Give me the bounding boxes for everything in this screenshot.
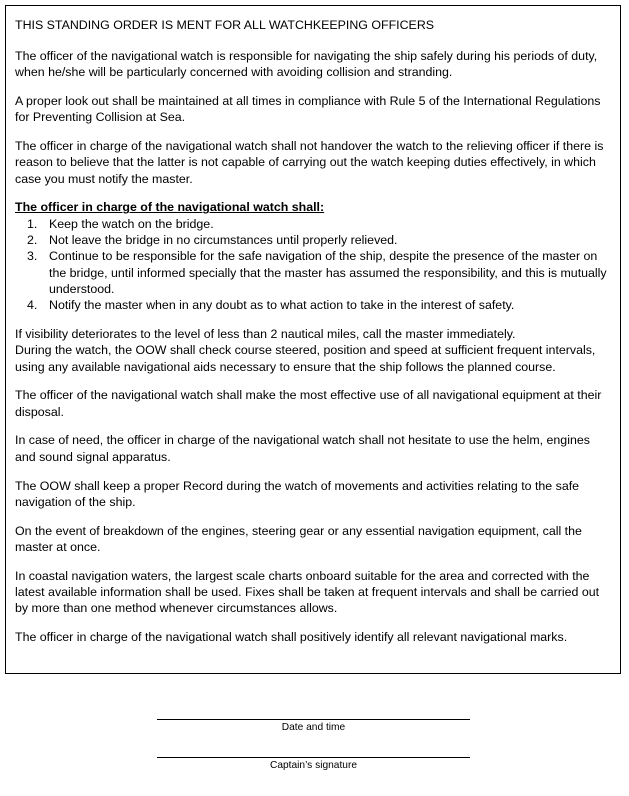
intro-paragraph-lookout: A proper look out shall be maintained at all times in compliance with Rule 5 of the International Regulations for Preventing Collision at Sea. bbox=[15, 93, 601, 125]
visibility-paragraph bbox=[15, 326, 611, 375]
duty-number: 2. bbox=[27, 232, 38, 247]
date-signature-block bbox=[157, 719, 470, 734]
paragraph-equipment: The officer of the navigational watch shall make the most effective use of all navigational equipment at their disposal. bbox=[15, 388, 602, 419]
intro-paragraph-responsibility: The officer of the navigational watch is responsible for navigating the ship safely during his periods of duty, when he/she will be particularly concerned with avoiding collision and stranding. bbox=[15, 48, 598, 80]
visibility-line: If visibility deteriorates to the level of less than 2 nautical miles, call the master immediately. bbox=[15, 326, 516, 341]
captain-signature-line bbox=[157, 757, 470, 758]
standing-order-box bbox=[5, 5, 621, 674]
duty-text: Continue to be responsible for the safe navigation of the ship, despite the presence of the master on the bridge, until informed specially that the master has assumed the responsibility, and this is mutually understood. bbox=[49, 249, 607, 296]
duties-heading: The officer in charge of the navigational watch shall: bbox=[15, 200, 325, 215]
captain-signature-label: Captain’s signature bbox=[269, 760, 358, 771]
paragraph-coastal: In coastal navigation waters, the largest scale charts onboard suitable for the area and corrected with the latest available information shall be used. Fixes shall be taken at frequent intervals and shall be carried out by more than one method whenever circumstances allows. bbox=[15, 568, 600, 616]
duty-text: Keep the watch on the bridge. bbox=[49, 216, 214, 231]
duty-text: Not leave the bridge in no circumstances until properly relieved. bbox=[49, 232, 398, 247]
duty-text: Notify the master when in any doubt as to what action to take in the interest of safety. bbox=[49, 298, 515, 313]
paragraph-breakdown: On the event of breakdown of the engines, steering gear or any essential navigation equipment, call the master at once. bbox=[15, 523, 582, 554]
duty-number: 3. bbox=[27, 249, 38, 264]
duty-item bbox=[15, 297, 611, 313]
date-signature-line bbox=[157, 719, 470, 720]
watch-check-line: During the watch, the OOW shall check course steered, position and speed at sufficient frequent intervals, using any available navigational aids necessary to ensure that the ship follows the planned course. bbox=[15, 343, 596, 374]
duty-item bbox=[15, 248, 611, 297]
duty-number: 1. bbox=[27, 216, 38, 231]
duties-list bbox=[15, 216, 611, 314]
intro-paragraph-handover: The officer in charge of the navigational watch shall not handover the watch to the relieving officer if there is reason to believe that the latter is not capable of carrying out the watch keeping duties effectively, in which case you must notify the master. bbox=[15, 138, 604, 186]
paragraph-record: The OOW shall keep a proper Record during the watch of movements and activities relating to the safe navigation of the ship. bbox=[15, 478, 580, 509]
paragraph-marks: The officer in charge of the navigational watch shall positively identify all relevant navigational marks. bbox=[15, 630, 568, 645]
captain-signature-block bbox=[157, 757, 470, 772]
order-title: THIS STANDING ORDER IS MENT FOR ALL WATCHKEEPING OFFICERS bbox=[15, 18, 435, 32]
duty-number: 4. bbox=[27, 298, 38, 313]
duty-item bbox=[15, 216, 611, 232]
duty-item bbox=[15, 232, 611, 248]
date-label: Date and time bbox=[281, 722, 346, 733]
paragraph-helm: In case of need, the officer in charge of the navigational watch shall not hesitate to use the helm, engines and sound signal apparatus. bbox=[15, 433, 590, 464]
